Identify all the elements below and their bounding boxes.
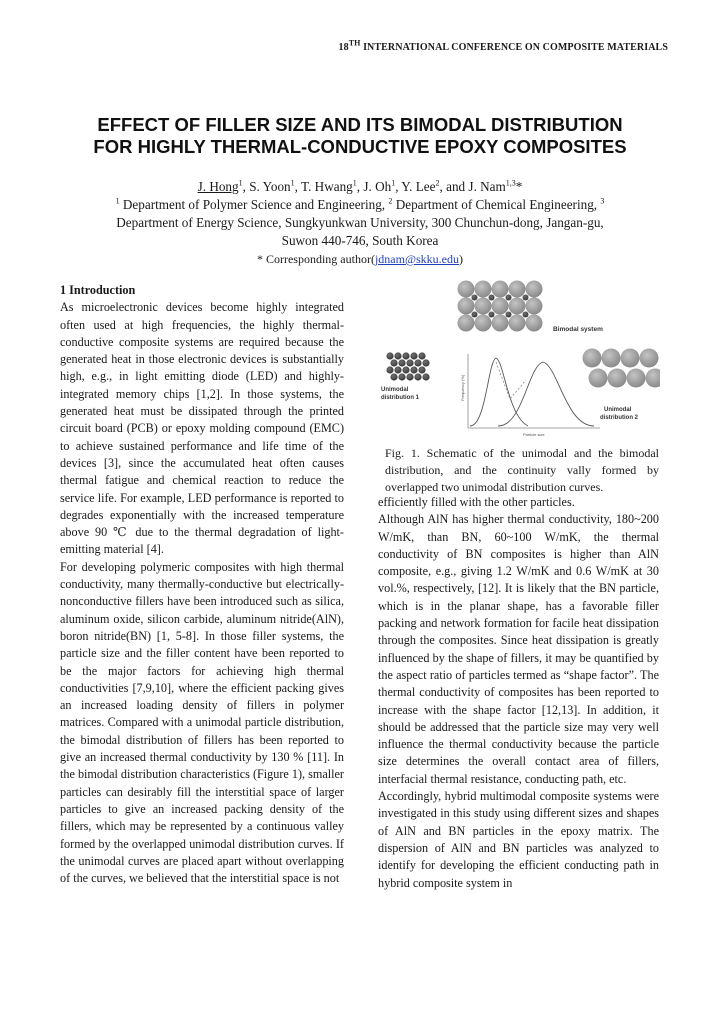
paragraph: Although AlN has higher thermal conductivity, 180~200 W/mK, than BN, 60~100 W/mK, the thermal conductivity of BN composites is higher than AlN composite, e.g., giving 1.2 W/mK and 0.6 W/mK at 30 vol.%, respectively, [12]. It is likely that the BN particle, which is in the planar shape, has a favorable filler packing and network formation for facile heat dissipation through the composites. Since heat dissipation is greatly influenced by the shape of fillers, it may be quantified by the aspect ratio of particles termed as “shape factor”. The thermal conductivity of composites has been reported to increase with the shape factor [12,13]. In addition, it should be addressed that the particle size may very well influence the thermal conductivity because the particle size determines the overall contact area of fillers, interfacial thermal resistance, conducting path, etc. — [378, 512, 659, 786]
particle — [458, 298, 475, 315]
particle — [475, 315, 492, 332]
particle — [402, 366, 409, 373]
particle — [509, 281, 526, 298]
paragraph: Accordingly, hybrid multimodal composite systems were investigated in this study using different sizes and shapes of AlN and BN particles in the epoxy matrix. The dispersion of AlN and BN particles was analyzed to identify for developing the efficient conducting path in hybrid composite system in — [378, 789, 659, 890]
particle — [394, 366, 401, 373]
particle — [402, 352, 409, 359]
unimodal-small-particles — [386, 352, 429, 380]
particle — [386, 366, 393, 373]
particle — [418, 352, 425, 359]
particle — [492, 281, 509, 298]
particle — [422, 359, 429, 366]
particle — [398, 373, 405, 380]
particle — [506, 312, 512, 318]
particle — [640, 349, 659, 368]
particle — [526, 315, 543, 332]
section-heading: 1 Introduction — [60, 283, 136, 297]
title-line-1: EFFECT OF FILLER SIZE AND ITS BIMODAL DISTRIBUTION — [97, 114, 623, 135]
distribution-curve-1 — [470, 358, 528, 426]
affiliation-line-2: Department of Energy Science, Sungkyunkwan University, 300 Chunchun-dong, Jangan-gu, — [116, 215, 604, 230]
paper-title — [40, 114, 680, 158]
author-block — [40, 178, 680, 268]
figure-1-schematic — [378, 276, 660, 442]
particle — [458, 281, 475, 298]
particle — [472, 312, 478, 318]
particle — [526, 281, 543, 298]
particle — [472, 295, 478, 301]
conference-header: 18TH INTERNATIONAL CONFERENCE ON COMPOSITE MATERIALS — [338, 38, 668, 53]
particle — [475, 298, 492, 315]
particle — [406, 373, 413, 380]
particle — [410, 366, 417, 373]
particle — [418, 366, 425, 373]
particle — [583, 349, 602, 368]
particle — [386, 352, 393, 359]
title-line-2: FOR HIGHLY THERMAL-CONDUCTIVE EPOXY COMPOSITES — [93, 136, 627, 157]
particle — [492, 315, 509, 332]
particle — [390, 359, 397, 366]
unimodal-1-label: Unimodal — [381, 387, 409, 393]
particle — [523, 295, 529, 301]
corresponding-author: * Corresponding author(jdnam@skku.edu) — [256, 252, 464, 266]
particle — [621, 349, 640, 368]
bimodal-label: Bimodal system — [553, 326, 603, 333]
particle — [394, 352, 401, 359]
author-list: J. Hong$^1$, S. Yoon$^1$, T. Hwang$^1$, J. Oh$^1$, Y. Lee$^2$, and J. Nam$^{1,3}$* — [197, 178, 523, 194]
paragraph: As microelectronic devices become highly integrated often used at high frequencies, the highly thermal-conductive composite systems are required because the generated heat in those electronic devices is substantially high, e.g., in light emitting diode (LED) and highly-integrated memory chips [1,2]. In those systems, the generated heat must be dissipated through the printed circuit board (PCB) or epoxy molding compound (EMC) to achieve sustained performance and life time of the devices [3], since the accumulated heat often causes thermal fatigue and chemical reaction to reduce the service life. For example, LED performance is reported to degrades exponentially with the increased temperature above 90 ℃ due to the thermal degradation of light-emitting material [4]. — [60, 300, 344, 557]
y-axis-label: Frequency (%) — [460, 374, 465, 401]
particle — [627, 369, 646, 388]
x-axis-label: Particle size — [523, 432, 545, 437]
left-column — [60, 282, 344, 887]
figure-caption: Fig. 1. Schematic of the unimodal and the bimodal distribution, and the continuity vally formed by overlapped two unimodal distribution curves. — [385, 446, 659, 494]
bimodal-particles — [458, 281, 543, 332]
unimodal-large-particles — [583, 349, 661, 388]
particle — [523, 312, 529, 318]
distribution-curve-2 — [498, 362, 594, 426]
particle — [406, 359, 413, 366]
particle — [414, 373, 421, 380]
particle — [526, 298, 543, 315]
particle — [646, 369, 661, 388]
particle — [509, 298, 526, 315]
particle — [492, 298, 509, 315]
affiliation-line-1: $^1$ Department of Polymer Science and Engineering, $^2$ Department of Chemical Engineering, $^3$ — [115, 196, 605, 212]
particle — [475, 281, 492, 298]
particle — [509, 315, 526, 332]
particle — [410, 352, 417, 359]
particle — [489, 295, 495, 301]
particle — [422, 373, 429, 380]
paragraph: efficiently filled with the other particles. — [378, 495, 575, 509]
particle — [506, 295, 512, 301]
particle — [458, 315, 475, 332]
email-link[interactable]: jdnam@skku.edu — [374, 252, 460, 266]
unimodal-1-label-line2: distribution 1 — [381, 395, 419, 401]
particle — [398, 359, 405, 366]
affiliation-line-3: Suwon 440-746, South Korea — [281, 233, 439, 248]
particle — [589, 369, 608, 388]
paragraph: For developing polymeric composites with high thermal conductivity, many thermally-conductive but electrically-nonconductive fillers have been introduced such as silica, aluminum oxide, silicon carbide, aluminum nitride(AlN), boron nitride(BN) [1, 5-8]. In those filler systems, the particle size and the filler content have been reported to be the major factors for achieving high thermal conductivities [7,9,10], where the efficient packing gives an increased loading density of fillers in polymer matrices. Compared with a unimodal particle distribution, the bimodal distribution of fillers has been reported to give an increased thermal conductivity by 130 % [11]. In the bimodal distribution characteristics (Figure 1), smaller particles can desirably fill the interstitial space of larger particles to give an increased packing density of the fillers, which may be represented by a continuous valley formed by the overlapped unimodal distribution curves. If the unimodal curves are placed apart without overlapping of the curves, we believed that the interstitial space is not — [60, 559, 344, 886]
particle — [489, 312, 495, 318]
unimodal-2-label-line2: distribution 2 — [600, 415, 638, 421]
right-column — [378, 494, 659, 892]
particle — [602, 349, 621, 368]
valley-line — [496, 362, 526, 399]
particle — [608, 369, 627, 388]
presenting-author: J. Hong — [197, 179, 239, 194]
particle — [414, 359, 421, 366]
unimodal-2-label: Unimodal — [604, 407, 632, 413]
particle — [390, 373, 397, 380]
